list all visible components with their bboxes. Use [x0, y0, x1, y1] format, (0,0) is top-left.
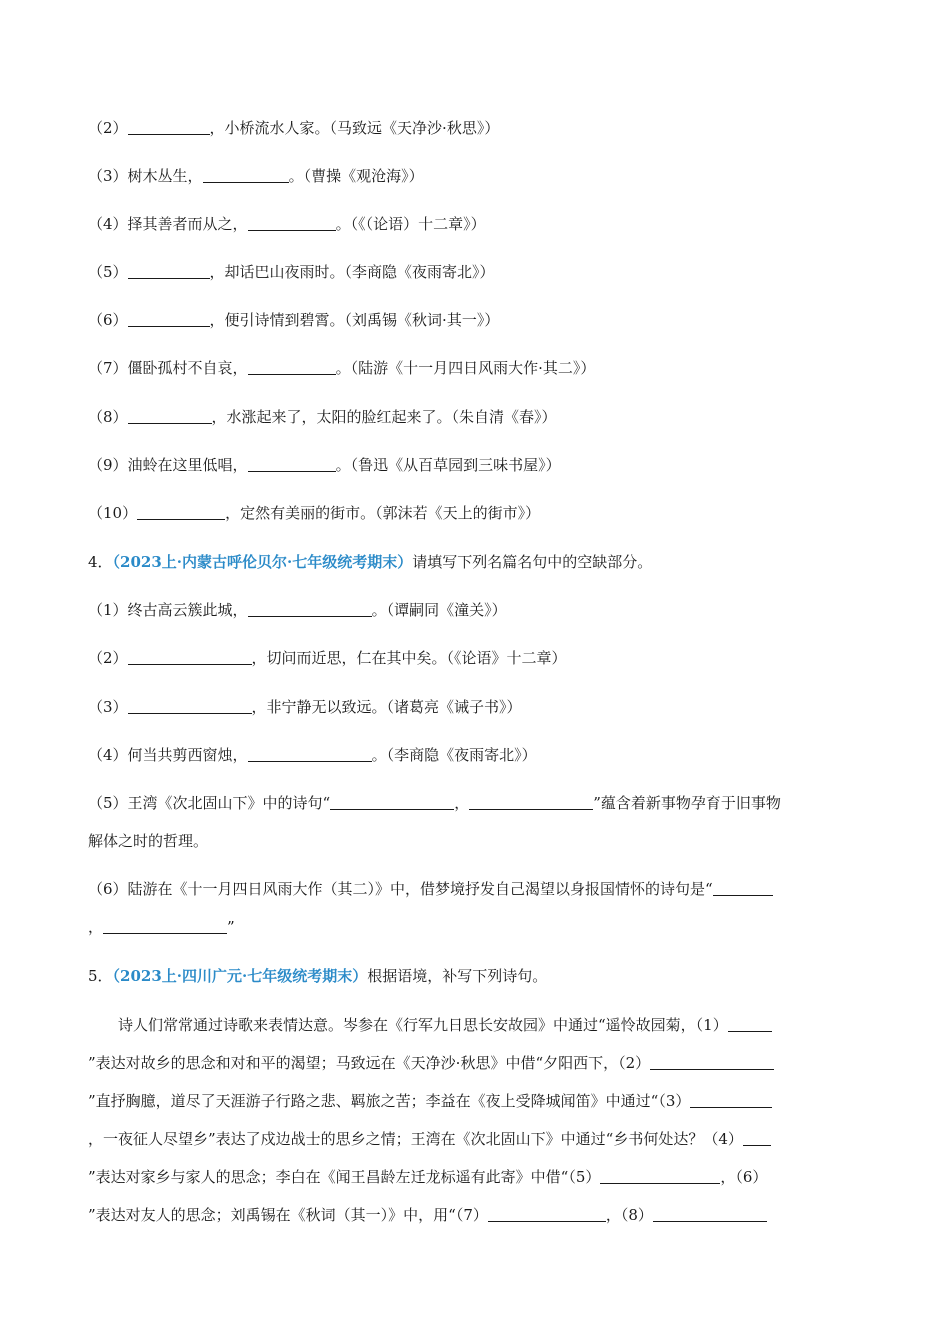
- question-prompt: 请填写下列名篇名句中的空缺部分。: [412, 553, 653, 571]
- q3-item-2: （2） ，小桥流水人家。（马致远《天净沙·秋思》）: [88, 119, 500, 137]
- question-number: 5．: [88, 967, 113, 985]
- question-source: （2023上·内蒙古呼伦贝尔·七年级统考期末）: [112, 553, 413, 571]
- question-prompt: 根据语境，补写下列诗句。: [367, 967, 548, 985]
- q5-passage-line-5: ”表达对家乡与家人的思念；李白在《闻王昌龄左迁龙标遥有此寄》中借“（5） ，（6）: [88, 1168, 768, 1186]
- q4-item-6-cont: ， ”: [88, 918, 235, 936]
- answer-blank[interactable]: [103, 918, 227, 934]
- q3-item-3: （3）树木丛生， 。（曹操《观沧海》）: [88, 167, 424, 185]
- q5-passage-line-2: ”表达对故乡的思念和对和平的渴望；马致远在《天净沙·秋思》中借“夕阳西下，（2）: [88, 1052, 863, 1074]
- answer-blank[interactable]: [128, 408, 212, 424]
- answer-blank[interactable]: [137, 504, 225, 520]
- answer-blank[interactable]: [248, 359, 336, 375]
- answer-blank[interactable]: [248, 215, 336, 231]
- q3-item-4: （4）择其善者而从之， 。（《（论语）十二章》）: [88, 215, 486, 233]
- answer-blank[interactable]: [128, 311, 210, 327]
- q5-passage-line-4: ，一夜征人尽望乡”表达了戍边战士的思乡之情；王湾在《次北固山下》中通过“乡书何处达？（4）: [88, 1128, 863, 1150]
- answer-blank[interactable]: [690, 1092, 772, 1108]
- q3-item-7: （7）僵卧孤村不自哀， 。（陆游《十一月四日风雨大作·其二》）: [88, 359, 596, 377]
- q4-heading: [88, 551, 863, 573]
- answer-blank[interactable]: [128, 119, 210, 135]
- answer-blank[interactable]: [128, 649, 252, 665]
- answer-blank[interactable]: [728, 1016, 772, 1032]
- q4-item-5-cont: 解体之时的哲理。: [88, 832, 209, 850]
- q3-item-5: （5） ，却话巴山夜雨时。（李商隐《夜雨寄北》）: [88, 263, 495, 281]
- q4-item-2: （2） ，切问而近思，仁在其中矣。（《论语》十二章）: [88, 649, 567, 667]
- answer-blank[interactable]: [713, 880, 773, 896]
- q5-passage-line-1: 诗人们常常通过诗歌来表情达意。岑参在《行军九日思长安故园》中通过“遥怜故园菊，（1）: [88, 1014, 863, 1036]
- q5-passage-line-3: ”直抒胸臆，道尽了天涯游子行路之悲、羁旅之苦；李益在《夜上受降城闻笛》中通过“（3）: [88, 1090, 863, 1112]
- answer-blank[interactable]: [650, 1054, 774, 1070]
- q5-heading: [88, 965, 863, 987]
- answer-blank[interactable]: [128, 698, 252, 714]
- answer-blank[interactable]: [469, 794, 593, 810]
- answer-blank[interactable]: [488, 1206, 606, 1222]
- answer-blank[interactable]: [743, 1130, 771, 1146]
- q4-item-1: （1）终古高云簇此城， 。（谭嗣同《潼关》）: [88, 601, 507, 619]
- q5-passage-line-6: ”表达对友人的思念；刘禹锡在《秋词（其一）》中，用“（7） ，（8）: [88, 1204, 863, 1226]
- answer-blank[interactable]: [203, 167, 289, 183]
- q4-item-6: （6）陆游在《十一月四日风雨大作（其二）》中，借梦境抒发自己渴望以身报国情怀的诗句是“: [88, 878, 863, 900]
- q4-item-3: （3） ，非宁静无以致远。（诸葛亮《诫子书》）: [88, 698, 522, 716]
- q4-item-4: （4）何当共剪西窗烛， 。（李商隐《夜雨寄北》）: [88, 746, 537, 764]
- answer-blank[interactable]: [248, 601, 372, 617]
- q3-item-9: （9）油蛉在这里低唱， 。（鲁迅《从百草园到三味书屋》）: [88, 456, 561, 474]
- answer-blank[interactable]: [248, 456, 336, 472]
- answer-blank[interactable]: [653, 1206, 767, 1222]
- question-source: （2023上·四川广元·七年级统考期末）: [112, 967, 368, 985]
- q3-item-6: （6） ，便引诗情到碧霄。（刘禹锡《秋词·其一》）: [88, 311, 500, 329]
- answer-blank[interactable]: [248, 746, 372, 762]
- answer-blank[interactable]: [128, 263, 210, 279]
- answer-blank[interactable]: [330, 794, 454, 810]
- q3-item-10: （10） ，定然有美丽的街市。（郭沫若《天上的街市》）: [88, 504, 541, 522]
- q4-item-5: （5）王湾《次北固山下》中的诗句“ ， ”蕴含着新事物孕育于旧事物: [88, 794, 781, 812]
- question-number: 4．: [88, 553, 113, 571]
- q3-item-8: （8） ，水涨起来了，太阳的脸红起来了。（朱自清《春》）: [88, 408, 557, 426]
- answer-blank[interactable]: [600, 1168, 720, 1184]
